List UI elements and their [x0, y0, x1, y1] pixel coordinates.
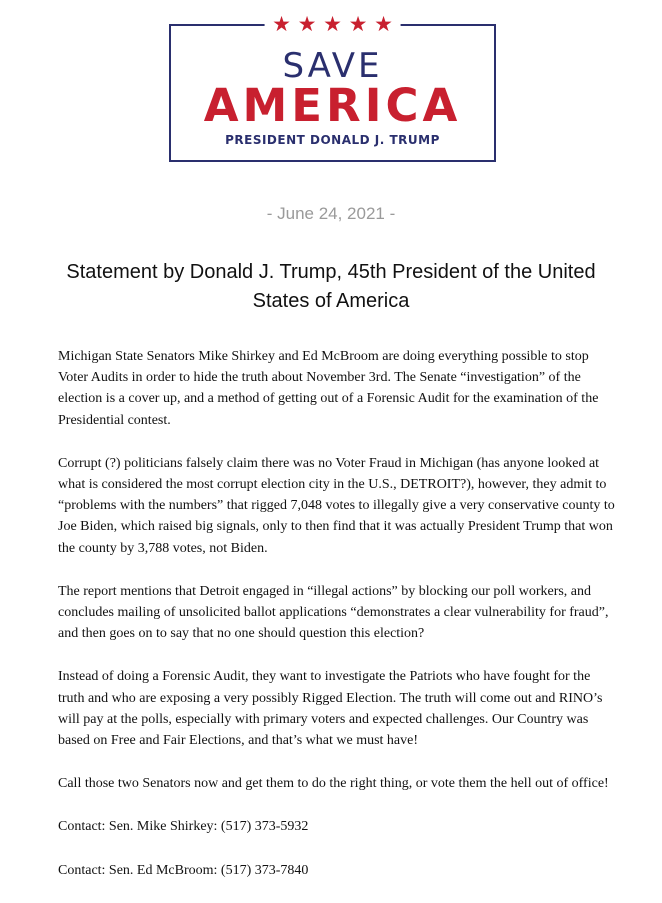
logo-save-text: SAVE [282, 46, 383, 86]
logo-president-text: PRESIDENT DONALD J. TRUMP [225, 133, 440, 147]
statement-title: Statement by Donald J. Trump, 45th President of the United States of America [66, 261, 596, 312]
paragraph: Call those two Senators now and get them to do the right thing, or vote them the hell out of office! [58, 776, 609, 792]
save-america-logo [169, 12, 496, 162]
paragraph: The report mentions that Detroit engaged in “illegal actions” by blocking our poll workers, and concludes mailing of unsolicited ballot applications “demonstrates a clear vulnerability for fraud”, and then goes on to say that no one should question this election? [58, 583, 609, 642]
contact-shirkey: Contact: Sen. Mike Shirkey: (517) 373-5932 [58, 819, 309, 835]
paragraph: Instead of doing a Forensic Audit, they want to investigate the Patriots who have fought for the truth and who are exposing a very possibly Rigged Election. The truth will come out and RINO’s will pay at the polls, especially with primary voters and expected challenges. Our Country was based on Free and Fair Elections, and that’s what we must have! [58, 669, 603, 749]
logo-america-text: AMERICA [203, 79, 462, 132]
paragraph: Michigan State Senators Mike Shirkey and Ed McBroom are doing everything possible to stop Voter Audits in order to hide the truth about November 3rd. The Senate “investigation” of the election is a cover up, and a method of getting out of a Forensic Audit for the examination of the Presidential contest. [58, 349, 599, 428]
contact-mcbroom: Contact: Sen. Ed McBroom: (517) 373-7840 [58, 862, 309, 878]
statement-date: - June 24, 2021 - [266, 204, 396, 223]
paragraph: Corrupt (?) politicians falsely claim there was no Voter Fraud in Michigan (has anyone looked at what is considered the most corrupt election city in the U.S., DETROIT?), however, they admit to “problems with the numbers” that rigged 7,048 votes to illegally give a very conservative county to Joe Biden, which raised big signals, only to then find that it was actually President Trump that won the county by 3,788 votes, not Biden. [58, 455, 615, 556]
stars-row: ★ ★ ★ ★ ★ [264, 12, 401, 36]
statement-body [58, 346, 618, 903]
